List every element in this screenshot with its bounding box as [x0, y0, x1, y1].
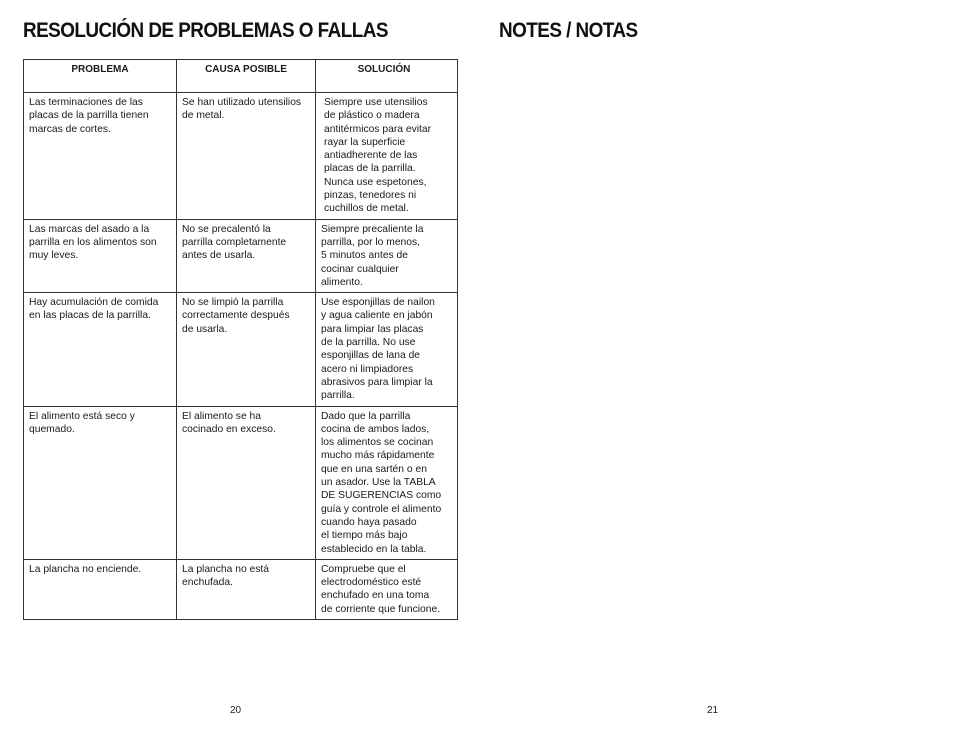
- problem-cell: El alimento está seco y quemado.: [24, 406, 177, 559]
- page-number: 20: [230, 705, 242, 716]
- solution-cell: Compruebe que el electrodoméstico esté enchufado en una toma de corriente que funcione.: [316, 559, 458, 619]
- solution-cell: Siempre precaliente la parrilla, por lo menos, 5 minutos antes de cocinar cualquier alimento.: [316, 219, 458, 292]
- page-number: 21: [707, 705, 719, 716]
- cause-cell: La plancha no está enchufada.: [177, 559, 316, 619]
- solution-cell: Siempre use utensilios de plástico o madera antitérmicos para evitar rayar la superficie antiadherente de las placas de la parrilla. Nunca use espetones, pinzas, tenedores ni cuchillos de metal.: [316, 93, 458, 220]
- header-cause: CAUSA POSIBLE: [177, 60, 316, 93]
- cause-cell: Se han utilizado utensilios de metal.: [177, 93, 316, 220]
- table-row: [24, 406, 458, 559]
- troubleshooting-title: RESOLUCIÓN DE PROBLEMAS O FALLAS: [23, 19, 388, 42]
- cause-cell: El alimento se ha cocinado en exceso.: [177, 406, 316, 559]
- problem-cell: Hay acumulación de comida en las placas de la parrilla.: [24, 293, 177, 406]
- problem-cell: Las marcas del asado a la parrilla en los alimentos son muy leves.: [24, 219, 177, 292]
- table-row: [24, 559, 458, 619]
- table-row: [24, 93, 458, 220]
- problem-cell: La plancha no enciende.: [24, 559, 177, 619]
- problem-cell: Las terminaciones de las placas de la parrilla tienen marcas de cortes.: [24, 93, 177, 220]
- table-header-row: [24, 60, 458, 93]
- header-problem: PROBLEMA: [24, 60, 177, 93]
- solution-cell: Use esponjillas de nailon y agua caliente en jabón para limpiar las placas de la parrilla. No use esponjillas de lana de acero ni limpiadores abrasivos para limpiar la parrilla.: [316, 293, 458, 406]
- cause-cell: No se precalentó la parrilla completamente antes de usarla.: [177, 219, 316, 292]
- right-page: [477, 0, 954, 738]
- header-solution: SOLUCIÓN: [316, 60, 458, 93]
- troubleshooting-table: [23, 59, 458, 620]
- solution-cell: Dado que la parrilla cocina de ambos lados, los alimentos se cocinan mucho más rápidamente que en una sartén o en un asador. Use la TABLA DE SUGERENCIAS como guía y controle el alimento cuando haya pasado el tiempo más bajo establecido en la tabla.: [316, 406, 458, 559]
- notes-title: NOTES / NOTAS: [499, 19, 638, 42]
- cause-cell: No se limpió la parrilla correctamente después de usarla.: [177, 293, 316, 406]
- table-row: [24, 293, 458, 406]
- table-row: [24, 219, 458, 292]
